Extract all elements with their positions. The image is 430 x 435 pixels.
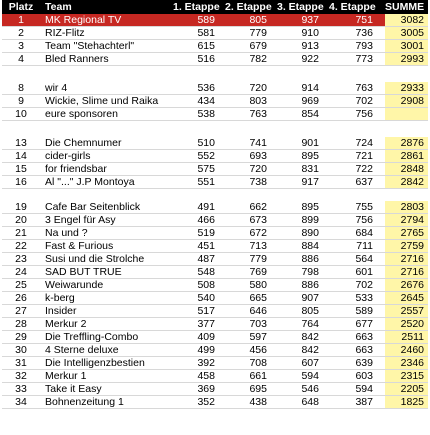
- etappe-4-cell: 603: [355, 370, 373, 382]
- team-cell: 4 Sterne deluxe: [45, 344, 119, 356]
- sum-cell: 2557: [385, 305, 428, 317]
- etappe-3-cell: 831: [301, 163, 319, 175]
- header-etappe-4: 4. Etappe: [329, 1, 376, 13]
- etappe-2-cell: 665: [249, 292, 267, 304]
- etappe-1-cell: 615: [197, 40, 215, 52]
- etappe-1-cell: 551: [197, 176, 215, 188]
- table-row: [2, 108, 428, 121]
- table-row: [2, 305, 428, 318]
- sum-cell: 2765: [385, 227, 428, 239]
- sum-cell: 2759: [385, 240, 428, 252]
- header-team: Team: [45, 1, 72, 13]
- etappe-4-cell: 751: [355, 14, 373, 26]
- sum-cell: 2346: [385, 357, 428, 369]
- sum-cell: 2205: [385, 383, 428, 395]
- etappe-1-cell: 575: [197, 163, 215, 175]
- table-row: [2, 40, 428, 53]
- etappe-1-cell: 517: [197, 305, 215, 317]
- etappe-2-cell: 673: [249, 214, 267, 226]
- etappe-1-cell: 487: [197, 253, 215, 265]
- team-cell: Merkur 1: [45, 370, 87, 382]
- table-row: [2, 331, 428, 344]
- team-cell: Wickie, Slime und Raika: [45, 95, 159, 107]
- table-row: [2, 201, 428, 214]
- etappe-3-cell: 895: [301, 201, 319, 213]
- etappe-2-cell: 769: [249, 266, 267, 278]
- sum-cell: 2716: [385, 253, 428, 265]
- rank-cell: 9: [18, 95, 24, 107]
- sum-cell: 2460: [385, 344, 428, 356]
- team-cell: wir 4: [45, 82, 68, 94]
- rank-cell: 13: [15, 137, 27, 149]
- header-platz: Platz: [8, 1, 34, 13]
- rank-cell: 10: [15, 108, 27, 120]
- rank-cell: 29: [15, 331, 27, 343]
- rank-cell: 23: [15, 253, 27, 265]
- team-cell: Die Intelligenzbestien: [45, 357, 145, 369]
- etappe-4-cell: 755: [355, 201, 373, 213]
- etappe-2-cell: 456: [249, 344, 267, 356]
- rank-cell: 20: [15, 214, 27, 226]
- table-row: [2, 137, 428, 150]
- etappe-2-cell: 741: [249, 137, 267, 149]
- etappe-1-cell: 458: [197, 370, 215, 382]
- etappe-2-cell: 720: [249, 163, 267, 175]
- etappe-1-cell: 552: [197, 150, 215, 162]
- rank-cell: 14: [15, 150, 27, 162]
- etappe-3-cell: 648: [301, 396, 319, 408]
- rank-cell: 33: [15, 383, 27, 395]
- team-cell: Al "..." J.P Montoya: [45, 176, 135, 188]
- etappe-4-cell: 702: [355, 279, 373, 291]
- sum-cell: 2645: [385, 292, 428, 304]
- etappe-3-cell: 890: [301, 227, 319, 239]
- table-body: [2, 14, 428, 409]
- etappe-2-cell: 803: [249, 95, 267, 107]
- etappe-4-cell: 564: [355, 253, 373, 265]
- etappe-2-cell: 708: [249, 357, 267, 369]
- rank-cell: 2: [18, 27, 24, 39]
- team-cell: Merkur 2: [45, 318, 87, 330]
- sum-cell: 3005: [385, 27, 428, 39]
- table-row: [2, 357, 428, 370]
- etappe-3-cell: 895: [301, 150, 319, 162]
- etappe-2-cell: 580: [249, 279, 267, 291]
- table-row: [2, 396, 428, 409]
- sum-cell: 2315: [385, 370, 428, 382]
- table-row: [2, 266, 428, 279]
- table-row: [2, 163, 428, 176]
- team-cell: Bled Ranners: [45, 53, 109, 65]
- etappe-1-cell: 589: [197, 14, 215, 26]
- team-cell: Bohnenzeitung 1: [45, 396, 124, 408]
- etappe-2-cell: 646: [249, 305, 267, 317]
- etappe-2-cell: 672: [249, 227, 267, 239]
- etappe-3-cell: 546: [301, 383, 319, 395]
- rank-cell: 3: [18, 40, 24, 52]
- etappe-4-cell: 663: [355, 344, 373, 356]
- team-cell: RIZ-Flitz: [45, 27, 85, 39]
- team-cell: Insider: [45, 305, 77, 317]
- etappe-1-cell: 491: [197, 201, 215, 213]
- etappe-4-cell: 663: [355, 331, 373, 343]
- etappe-1-cell: 352: [197, 396, 215, 408]
- rank-cell: 28: [15, 318, 27, 330]
- etappe-1-cell: 434: [197, 95, 215, 107]
- sum-cell: 2803: [385, 201, 428, 213]
- sum-cell: 2716: [385, 266, 428, 278]
- rank-cell: 26: [15, 292, 27, 304]
- etappe-4-cell: 736: [355, 27, 373, 39]
- etappe-4-cell: 763: [355, 82, 373, 94]
- team-cell: cider-girls: [45, 150, 91, 162]
- etappe-2-cell: 597: [249, 331, 267, 343]
- etappe-4-cell: 756: [355, 108, 373, 120]
- etappe-2-cell: 438: [249, 396, 267, 408]
- etappe-1-cell: 538: [197, 108, 215, 120]
- table-row: [2, 292, 428, 305]
- team-cell: Weiwarunde: [45, 279, 104, 291]
- table-row: [2, 370, 428, 383]
- table-row: [2, 14, 428, 27]
- etappe-2-cell: 679: [249, 40, 267, 52]
- rank-cell: 27: [15, 305, 27, 317]
- table-row: [2, 150, 428, 163]
- etappe-3-cell: 910: [301, 27, 319, 39]
- table-row: [2, 82, 428, 95]
- etappe-4-cell: 722: [355, 163, 373, 175]
- rank-cell: 19: [15, 201, 27, 213]
- etappe-1-cell: 409: [197, 331, 215, 343]
- table-row: [2, 344, 428, 357]
- team-cell: Na und ?: [45, 227, 88, 239]
- etappe-2-cell: 779: [249, 253, 267, 265]
- sum-cell: 2993: [385, 53, 428, 65]
- etappe-3-cell: 884: [301, 240, 319, 252]
- header-etappe-3: 3. Etappe: [277, 1, 324, 13]
- sum-cell: 2842: [385, 176, 428, 188]
- etappe-2-cell: 805: [249, 14, 267, 26]
- etappe-4-cell: 793: [355, 40, 373, 52]
- team-cell: Fast & Furious: [45, 240, 114, 252]
- header-summe: SUMME: [385, 0, 428, 14]
- sum-cell: 2511: [385, 331, 428, 343]
- team-cell: Die Treffling-Combo: [45, 331, 139, 343]
- etappe-1-cell: 548: [197, 266, 215, 278]
- etappe-3-cell: 907: [301, 292, 319, 304]
- etappe-3-cell: 937: [301, 14, 319, 26]
- sum-cell: 2908: [385, 95, 428, 107]
- etappe-4-cell: 637: [355, 176, 373, 188]
- etappe-3-cell: 886: [301, 279, 319, 291]
- etappe-3-cell: 917: [301, 176, 319, 188]
- rank-cell: 15: [15, 163, 27, 175]
- sum-cell: 2861: [385, 150, 428, 162]
- etappe-2-cell: 738: [249, 176, 267, 188]
- rank-cell: 21: [15, 227, 27, 239]
- etappe-1-cell: 508: [197, 279, 215, 291]
- sum-cell: 2848: [385, 163, 428, 175]
- etappe-4-cell: 589: [355, 305, 373, 317]
- team-cell: SAD BUT TRUE: [45, 266, 122, 278]
- etappe-4-cell: 702: [355, 95, 373, 107]
- table-row: [2, 240, 428, 253]
- etappe-3-cell: 594: [301, 370, 319, 382]
- header-etappe-2: 2. Etappe: [225, 1, 272, 13]
- table-row: [2, 214, 428, 227]
- etappe-2-cell: 695: [249, 383, 267, 395]
- row-gap: [2, 66, 428, 82]
- team-cell: Team "Stehachterl": [45, 40, 135, 52]
- rank-cell: 22: [15, 240, 27, 252]
- table-row: [2, 279, 428, 292]
- etappe-1-cell: 540: [197, 292, 215, 304]
- etappe-2-cell: 720: [249, 82, 267, 94]
- etappe-4-cell: 533: [355, 292, 373, 304]
- team-cell: Susi und die Strolche: [45, 253, 145, 265]
- rank-cell: 24: [15, 266, 27, 278]
- table-row: [2, 253, 428, 266]
- team-cell: 3 Engel für Asy: [45, 214, 116, 226]
- etappe-2-cell: 661: [249, 370, 267, 382]
- etappe-1-cell: 519: [197, 227, 215, 239]
- etappe-1-cell: 510: [197, 137, 215, 149]
- etappe-4-cell: 773: [355, 53, 373, 65]
- sum-cell: 3082: [385, 14, 428, 26]
- etappe-3-cell: 842: [301, 331, 319, 343]
- etappe-2-cell: 703: [249, 318, 267, 330]
- etappe-3-cell: 914: [301, 82, 319, 94]
- sum-cell: 2933: [385, 82, 428, 94]
- sum-cell: 2676: [385, 279, 428, 291]
- rank-cell: 25: [15, 279, 27, 291]
- sum-cell: 1825: [385, 396, 428, 408]
- etappe-4-cell: 711: [356, 240, 373, 252]
- etappe-4-cell: 594: [355, 383, 373, 395]
- table-row: [2, 318, 428, 331]
- etappe-2-cell: 779: [249, 27, 267, 39]
- etappe-3-cell: 764: [301, 318, 319, 330]
- rank-cell: 31: [15, 357, 27, 369]
- rank-cell: 1: [18, 14, 24, 26]
- sum-cell: 3001: [385, 40, 428, 52]
- team-cell: Take it Easy: [45, 383, 102, 395]
- rank-cell: 30: [15, 344, 27, 356]
- etappe-4-cell: 677: [355, 318, 373, 330]
- sum-cell: 2520: [385, 318, 428, 330]
- etappe-3-cell: 969: [301, 95, 319, 107]
- table-row: [2, 383, 428, 396]
- etappe-3-cell: 901: [301, 137, 319, 149]
- rank-cell: 4: [18, 53, 24, 65]
- etappe-4-cell: 601: [355, 266, 373, 278]
- etappe-1-cell: 392: [197, 357, 215, 369]
- etappe-2-cell: 662: [249, 201, 267, 213]
- team-cell: eure sponsoren: [45, 108, 118, 120]
- etappe-3-cell: 805: [301, 305, 319, 317]
- etappe-3-cell: 899: [301, 214, 319, 226]
- table-row: [2, 27, 428, 40]
- etappe-3-cell: 886: [301, 253, 319, 265]
- team-cell: Cafe Bar Seitenblick: [45, 201, 141, 213]
- etappe-1-cell: 581: [197, 27, 215, 39]
- etappe-3-cell: 922: [301, 53, 319, 65]
- etappe-2-cell: 713: [249, 240, 267, 252]
- rank-cell: 8: [18, 82, 24, 94]
- row-gap: [2, 121, 428, 137]
- etappe-2-cell: 782: [249, 53, 267, 65]
- sum-cell: [385, 108, 428, 120]
- team-cell: MK Regional TV: [45, 14, 122, 26]
- etappe-3-cell: 798: [301, 266, 319, 278]
- etappe-1-cell: 369: [197, 383, 215, 395]
- sum-cell: 2794: [385, 214, 428, 226]
- etappe-1-cell: 466: [197, 214, 215, 226]
- header-etappe-1: 1. Etappe: [173, 1, 220, 13]
- table-row: [2, 53, 428, 66]
- etappe-1-cell: 377: [197, 318, 215, 330]
- etappe-2-cell: 693: [249, 150, 267, 162]
- etappe-3-cell: 913: [301, 40, 319, 52]
- etappe-4-cell: 387: [355, 396, 373, 408]
- team-cell: for friendsbar: [45, 163, 107, 175]
- team-cell: Die Chemnumer: [45, 137, 122, 149]
- team-cell: k-berg: [45, 292, 75, 304]
- etappe-4-cell: 639: [355, 357, 373, 369]
- etappe-3-cell: 842: [301, 344, 319, 356]
- etappe-3-cell: 854: [301, 108, 319, 120]
- table-row: [2, 176, 428, 189]
- etappe-4-cell: 756: [355, 214, 373, 226]
- table-row: [2, 227, 428, 240]
- ranking-table: [2, 0, 428, 409]
- etappe-1-cell: 451: [197, 240, 215, 252]
- sum-cell: 2876: [385, 137, 428, 149]
- etappe-4-cell: 724: [355, 137, 373, 149]
- etappe-1-cell: 536: [197, 82, 215, 94]
- etappe-1-cell: 499: [197, 344, 215, 356]
- rank-cell: 16: [15, 176, 27, 188]
- etappe-3-cell: 607: [301, 357, 319, 369]
- header-row: [2, 0, 428, 14]
- etappe-2-cell: 763: [249, 108, 267, 120]
- row-gap: [2, 189, 428, 201]
- etappe-1-cell: 516: [197, 53, 215, 65]
- rank-cell: 32: [15, 370, 27, 382]
- table-row: [2, 95, 428, 108]
- etappe-4-cell: 684: [355, 227, 373, 239]
- rank-cell: 34: [15, 396, 27, 408]
- etappe-4-cell: 721: [355, 150, 373, 162]
